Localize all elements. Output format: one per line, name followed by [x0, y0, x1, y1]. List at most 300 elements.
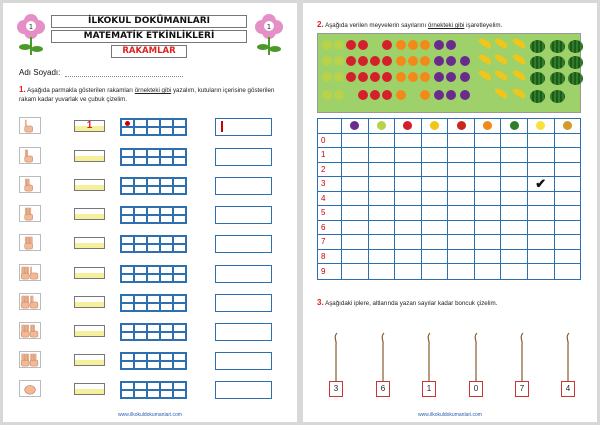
dot-grid-cell[interactable]	[147, 382, 160, 390]
fruit-picture-icon	[446, 40, 456, 50]
dot-grid-cell[interactable]	[147, 266, 160, 274]
dot-grid-cell[interactable]	[160, 390, 173, 398]
row-number-label: 8	[318, 250, 342, 265]
table-cell[interactable]	[395, 206, 422, 221]
table-cell[interactable]	[475, 250, 502, 265]
dot-grid-cell[interactable]	[121, 361, 134, 369]
table-row	[318, 206, 580, 221]
table-cell[interactable]	[555, 148, 581, 163]
dot-grid-cell[interactable]	[134, 390, 147, 398]
dot-grid-cell[interactable]	[134, 157, 147, 165]
fruit-picture-icon	[550, 72, 565, 85]
dot-grid-cell[interactable]	[173, 324, 186, 332]
pineapple-icon	[563, 121, 572, 130]
table-cell[interactable]	[555, 206, 581, 221]
dot-grid-cell[interactable]	[173, 382, 186, 390]
dot-grid-cell[interactable]	[173, 266, 186, 274]
flower-logo-icon	[15, 11, 47, 57]
fruit-picture-icon	[382, 72, 392, 82]
table-cell[interactable]	[475, 264, 502, 279]
dot-grid-cell[interactable]	[121, 236, 134, 244]
digit-write-box[interactable]	[74, 237, 105, 249]
table-cell[interactable]	[369, 177, 396, 192]
table-cell[interactable]	[501, 206, 528, 221]
dot-grid-cell[interactable]	[173, 127, 186, 135]
dot-grid-cell[interactable]	[147, 207, 160, 215]
table-cell[interactable]	[448, 264, 475, 279]
fruit-picture-icon	[446, 56, 456, 66]
dot-grid-cell[interactable]	[134, 353, 147, 361]
digit-write-box[interactable]	[74, 296, 105, 308]
exercise-row	[17, 145, 277, 167]
digit-write-box[interactable]	[74, 179, 105, 191]
tally-box[interactable]	[215, 235, 272, 253]
bead-thread[interactable]	[379, 331, 387, 381]
dot-grid-cell[interactable]	[121, 207, 134, 215]
table-cell[interactable]	[475, 177, 502, 192]
table-header-cell	[369, 119, 396, 134]
dot-grid-cell[interactable]	[147, 157, 160, 165]
exercise-row	[17, 349, 277, 371]
instruction-1	[19, 85, 284, 104]
dot-grid-cell[interactable]	[134, 186, 147, 194]
dot-grid-cell[interactable]	[134, 274, 147, 282]
tally-box[interactable]	[215, 294, 272, 312]
dot-grid-cell[interactable]	[160, 274, 173, 282]
table-cell[interactable]	[528, 148, 555, 163]
dot-grid-cell[interactable]	[121, 266, 134, 274]
table-cell[interactable]	[555, 192, 581, 207]
name-label: Adı Soyadı:	[19, 68, 61, 77]
table-cell[interactable]	[395, 250, 422, 265]
row-number-label: 7	[318, 235, 342, 250]
table-row	[318, 134, 580, 149]
dot-grid-cell[interactable]	[121, 215, 134, 223]
table-cell[interactable]	[422, 134, 449, 149]
dot-grid-cell[interactable]	[147, 303, 160, 311]
table-cell[interactable]	[369, 221, 396, 236]
table-cell[interactable]	[555, 177, 581, 192]
dot-grid-cell[interactable]	[134, 178, 147, 186]
finger-count-hand-icon	[19, 293, 41, 310]
table-cell[interactable]	[501, 192, 528, 207]
table-row	[318, 148, 580, 163]
table-cell[interactable]	[342, 206, 369, 221]
dot-grid-cell[interactable]	[147, 361, 160, 369]
table-cell[interactable]	[475, 221, 502, 236]
dot-grid-cell[interactable]	[160, 149, 173, 157]
dot-grid-cell[interactable]	[147, 353, 160, 361]
table-cell[interactable]	[395, 192, 422, 207]
table-cell[interactable]	[555, 235, 581, 250]
table-cell[interactable]	[501, 264, 528, 279]
dot-grid-cell[interactable]	[173, 390, 186, 398]
tally-box[interactable]	[215, 118, 272, 136]
table-cell[interactable]	[422, 221, 449, 236]
table-cell[interactable]	[342, 235, 369, 250]
dot-grid-cell[interactable]	[121, 244, 134, 252]
dot-grid-cell[interactable]	[134, 207, 147, 215]
fruit-picture-icon	[370, 56, 380, 66]
dot-grid-cell[interactable]	[134, 324, 147, 332]
table-cell[interactable]	[501, 148, 528, 163]
dot-grid-cell[interactable]	[160, 303, 173, 311]
dot-grid-cell[interactable]	[173, 149, 186, 157]
fruit-picture-icon	[568, 56, 583, 69]
table-cell[interactable]	[369, 134, 396, 149]
dot-grid[interactable]	[120, 352, 187, 370]
table-cell[interactable]	[395, 221, 422, 236]
dot-grid-cell[interactable]	[134, 119, 147, 127]
table-cell[interactable]	[342, 163, 369, 178]
fruit-picture-icon	[434, 56, 444, 66]
table-header-cell	[395, 119, 422, 134]
fruit-picture-icon	[434, 72, 444, 82]
tally-box[interactable]	[215, 352, 272, 370]
table-cell[interactable]	[395, 264, 422, 279]
table-cell[interactable]	[475, 235, 502, 250]
fruit-picture-icon	[511, 69, 526, 81]
fruit-picture-icon	[370, 72, 380, 82]
dot-grid-cell[interactable]	[160, 186, 173, 194]
row-number-label: 5	[318, 206, 342, 221]
finger-count-hand-icon	[19, 264, 41, 281]
dot-grid-cell[interactable]	[134, 295, 147, 303]
table-cell[interactable]	[369, 192, 396, 207]
dot-grid-cell[interactable]	[173, 332, 186, 340]
table-cell[interactable]	[555, 250, 581, 265]
table-cell[interactable]	[342, 221, 369, 236]
table-cell[interactable]	[501, 177, 528, 192]
table-cell[interactable]	[342, 177, 369, 192]
fruit-picture-icon	[460, 72, 470, 82]
bead-count-box: 0	[469, 381, 483, 397]
bead-thread[interactable]	[518, 331, 526, 381]
dot-grid-cell[interactable]	[173, 119, 186, 127]
dot-grid-cell[interactable]	[173, 186, 186, 194]
table-cell[interactable]	[555, 221, 581, 236]
table-cell[interactable]	[422, 250, 449, 265]
dot-grid-cell[interactable]	[121, 157, 134, 165]
fruit-picture-icon	[420, 40, 430, 50]
fruit-picture-icon	[334, 40, 344, 50]
dot-grid-cell[interactable]	[173, 207, 186, 215]
table-cell[interactable]	[395, 134, 422, 149]
table-cell[interactable]	[528, 235, 555, 250]
tally-box[interactable]	[215, 177, 272, 195]
table-cell[interactable]	[528, 177, 555, 192]
fruit-picture-icon	[408, 72, 418, 82]
fruit-picture-icon	[334, 90, 344, 100]
fruit-picture-icon	[322, 72, 332, 82]
table-cell[interactable]	[395, 163, 422, 178]
instruction-text: Aşağıda verilen meyvelerin sayılarını	[325, 22, 427, 29]
row-number-label: 0	[318, 134, 342, 149]
dot-grid-cell[interactable]	[121, 353, 134, 361]
dot-grid-cell[interactable]	[121, 332, 134, 340]
bead-count-box: 3	[329, 381, 343, 397]
digit-write-box[interactable]	[74, 120, 105, 132]
fruit-picture-icon	[334, 56, 344, 66]
exercise-row	[17, 232, 277, 254]
dot-grid-cell[interactable]	[160, 236, 173, 244]
dot-grid[interactable]	[120, 323, 187, 341]
table-cell[interactable]	[342, 250, 369, 265]
table-cell[interactable]	[369, 264, 396, 279]
dot-grid-cell[interactable]	[121, 149, 134, 157]
table-cell[interactable]	[501, 163, 528, 178]
dot-grid[interactable]	[120, 118, 187, 136]
fruit-picture-icon	[346, 40, 356, 50]
table-cell[interactable]	[448, 177, 475, 192]
title-ilkokul: İLKOKUL DOKÜMANLARI	[51, 15, 247, 28]
fruit-picture-icon	[568, 40, 583, 53]
table-cell[interactable]	[528, 192, 555, 207]
table-cell[interactable]	[448, 250, 475, 265]
table-cell[interactable]	[422, 264, 449, 279]
dot-grid-cell[interactable]	[134, 215, 147, 223]
dot-grid-cell[interactable]	[147, 215, 160, 223]
digit-write-box[interactable]	[74, 150, 105, 162]
dot-grid-cell[interactable]	[134, 149, 147, 157]
dot-grid[interactable]	[120, 265, 187, 283]
instruction-number: 1.	[19, 85, 26, 94]
table-cell[interactable]	[475, 192, 502, 207]
name-field[interactable]	[65, 76, 183, 77]
fruit-picture-icon	[530, 72, 545, 85]
table-cell[interactable]	[369, 235, 396, 250]
row-number-label: 1	[318, 148, 342, 163]
table-cell[interactable]	[395, 177, 422, 192]
table-cell[interactable]	[528, 134, 555, 149]
table-cell[interactable]	[555, 163, 581, 178]
exercise-row	[17, 291, 277, 313]
dot-grid-cell[interactable]	[121, 178, 134, 186]
row-number-label: 9	[318, 264, 342, 279]
table-cell[interactable]	[448, 192, 475, 207]
dot-grid-cell[interactable]	[121, 295, 134, 303]
dot-grid-cell[interactable]	[160, 332, 173, 340]
dot-grid-cell[interactable]	[160, 295, 173, 303]
dot-grid-cell[interactable]	[147, 236, 160, 244]
table-cell[interactable]	[422, 206, 449, 221]
dot-grid-cell[interactable]	[173, 295, 186, 303]
table-cell[interactable]	[528, 221, 555, 236]
table-cell[interactable]	[528, 264, 555, 279]
digit-write-box[interactable]	[74, 267, 105, 279]
digit-write-box[interactable]	[74, 383, 105, 395]
fruit-picture-icon	[396, 40, 406, 50]
dot-grid-cell[interactable]	[134, 303, 147, 311]
dot-grid-cell[interactable]	[173, 303, 186, 311]
digit-write-box[interactable]	[74, 354, 105, 366]
exercise-row	[17, 378, 277, 400]
dot-grid-cell[interactable]	[134, 332, 147, 340]
check-mark-icon: ✔	[535, 175, 547, 191]
finger-count-hand-icon	[19, 322, 41, 339]
table-cell[interactable]	[369, 148, 396, 163]
row-number-label: 4	[318, 192, 342, 207]
table-cell[interactable]	[448, 235, 475, 250]
dot-grid-cell[interactable]	[147, 178, 160, 186]
table-cell[interactable]	[422, 235, 449, 250]
table-cell[interactable]	[448, 206, 475, 221]
dot-grid-cell[interactable]	[121, 186, 134, 194]
fruit-picture-icon	[370, 90, 380, 100]
tally-box[interactable]	[215, 265, 272, 283]
table-cell[interactable]	[501, 134, 528, 149]
dot-grid-cell[interactable]	[134, 236, 147, 244]
table-cell[interactable]	[342, 264, 369, 279]
dot-grid[interactable]	[120, 294, 187, 312]
table-cell[interactable]	[342, 192, 369, 207]
table-header-cell	[448, 119, 475, 134]
digit-write-box[interactable]	[74, 325, 105, 337]
dot-grid-cell[interactable]	[160, 324, 173, 332]
bead-thread[interactable]	[332, 331, 340, 381]
dot-grid-cell[interactable]	[147, 324, 160, 332]
dot-grid-cell[interactable]	[147, 390, 160, 398]
bead-thread[interactable]	[472, 331, 480, 381]
dot-grid-cell[interactable]	[173, 178, 186, 186]
dot-grid-cell[interactable]	[134, 266, 147, 274]
table-cell[interactable]	[369, 250, 396, 265]
dot-grid-cell[interactable]	[121, 303, 134, 311]
fruit-picture-icon	[408, 56, 418, 66]
dot-grid-cell[interactable]	[147, 274, 160, 282]
fruit-picture-icon	[396, 56, 406, 66]
table-cell[interactable]	[448, 148, 475, 163]
table-cell[interactable]	[395, 235, 422, 250]
dot-grid-cell[interactable]	[147, 127, 160, 135]
fruit-picture-icon	[396, 72, 406, 82]
table-cell[interactable]	[555, 134, 581, 149]
table-cell[interactable]	[528, 250, 555, 265]
dot-grid-cell[interactable]	[160, 353, 173, 361]
dot-grid[interactable]	[120, 235, 187, 253]
table-corner-cell	[318, 119, 342, 134]
dot-grid-cell[interactable]	[147, 295, 160, 303]
table-cell[interactable]	[501, 250, 528, 265]
fruit-picture-icon	[568, 72, 583, 85]
table-cell[interactable]	[448, 134, 475, 149]
dot-grid-cell[interactable]	[173, 361, 186, 369]
dot-grid-cell[interactable]	[147, 186, 160, 194]
table-cell[interactable]	[422, 148, 449, 163]
fruit-picture-icon	[346, 56, 356, 66]
dot-grid-cell[interactable]	[160, 244, 173, 252]
tally-box[interactable]	[215, 206, 272, 224]
table-cell[interactable]	[422, 177, 449, 192]
dot-grid-cell[interactable]	[160, 157, 173, 165]
dot-grid-cell[interactable]	[121, 324, 134, 332]
dot-grid-cell[interactable]	[173, 236, 186, 244]
dot-grid-cell[interactable]	[147, 244, 160, 252]
tally-box[interactable]	[215, 381, 272, 399]
dot-grid-cell[interactable]	[160, 361, 173, 369]
instruction-text: Aşağıdaki iplere, altlarında yazan sayılar kadar boncuk çizelim.	[325, 300, 498, 307]
fruit-picture-icon	[322, 56, 332, 66]
dot-grid-cell[interactable]	[121, 390, 134, 398]
table-cell[interactable]	[422, 163, 449, 178]
dot-grid-cell[interactable]	[160, 266, 173, 274]
table-cell[interactable]	[528, 206, 555, 221]
bead-thread[interactable]	[564, 331, 572, 381]
digit-write-box[interactable]	[74, 208, 105, 220]
table-cell[interactable]	[475, 163, 502, 178]
table-cell[interactable]	[369, 206, 396, 221]
row-number-label: 2	[318, 163, 342, 178]
table-cell[interactable]	[395, 148, 422, 163]
fruit-picture-icon	[460, 90, 470, 100]
dot-grid-cell[interactable]	[147, 149, 160, 157]
table-cell[interactable]	[342, 148, 369, 163]
table-cell[interactable]	[342, 134, 369, 149]
table-cell[interactable]	[369, 163, 396, 178]
dot-grid-cell[interactable]	[147, 332, 160, 340]
fruit-picture-icon	[550, 90, 565, 103]
dot-grid[interactable]	[120, 177, 187, 195]
watermelon-icon	[510, 121, 519, 130]
dot-grid-cell[interactable]	[121, 119, 134, 127]
tally-box[interactable]	[215, 148, 272, 166]
dot-grid-cell[interactable]	[147, 119, 160, 127]
dot-grid-cell[interactable]	[121, 127, 134, 135]
dot-grid-cell[interactable]	[121, 274, 134, 282]
fruit-picture-icon	[322, 40, 332, 50]
dot-grid-cell[interactable]	[173, 215, 186, 223]
dot-grid-cell[interactable]	[173, 353, 186, 361]
dot-grid-cell[interactable]	[160, 178, 173, 186]
dot-grid[interactable]	[120, 148, 187, 166]
table-cell[interactable]	[475, 148, 502, 163]
fruit-picture-icon	[477, 69, 492, 81]
dot-grid-cell[interactable]	[160, 207, 173, 215]
dot-grid[interactable]	[120, 381, 187, 399]
instruction-underlined: örnekteki gibi	[134, 87, 172, 94]
table-cell[interactable]	[448, 163, 475, 178]
fruit-picture-icon	[346, 72, 356, 82]
dot-grid-cell[interactable]	[134, 361, 147, 369]
dot-grid[interactable]	[120, 206, 187, 224]
dot-grid-cell[interactable]	[134, 244, 147, 252]
table-cell[interactable]	[448, 221, 475, 236]
bead-thread[interactable]	[425, 331, 433, 381]
table-cell[interactable]	[422, 192, 449, 207]
instruction-text: yazalım, kutuların içerisine gösterilen rakam kadar yuvarlak ve çubuk çizelim.	[19, 87, 275, 103]
dot-grid-cell[interactable]	[160, 382, 173, 390]
dot-grid-cell[interactable]	[173, 157, 186, 165]
dot-grid-cell[interactable]	[160, 215, 173, 223]
dot-grid-cell[interactable]	[134, 127, 147, 135]
finger-count-hand-icon	[19, 205, 41, 222]
tally-box[interactable]	[215, 323, 272, 341]
table-cell[interactable]	[501, 221, 528, 236]
table-cell[interactable]	[475, 134, 502, 149]
dot-grid-cell[interactable]	[134, 382, 147, 390]
finger-count-hand-icon	[19, 117, 41, 134]
dot-grid-cell[interactable]	[173, 244, 186, 252]
dot-grid-cell[interactable]	[121, 382, 134, 390]
dot-grid-cell[interactable]	[160, 127, 173, 135]
table-cell[interactable]	[475, 206, 502, 221]
dot-grid-cell[interactable]	[173, 274, 186, 282]
table-cell[interactable]	[555, 264, 581, 279]
fruit-picture-icon	[511, 53, 526, 65]
table-cell[interactable]	[501, 235, 528, 250]
fruit-picture-icon	[493, 53, 508, 65]
dot-grid-cell[interactable]	[160, 119, 173, 127]
